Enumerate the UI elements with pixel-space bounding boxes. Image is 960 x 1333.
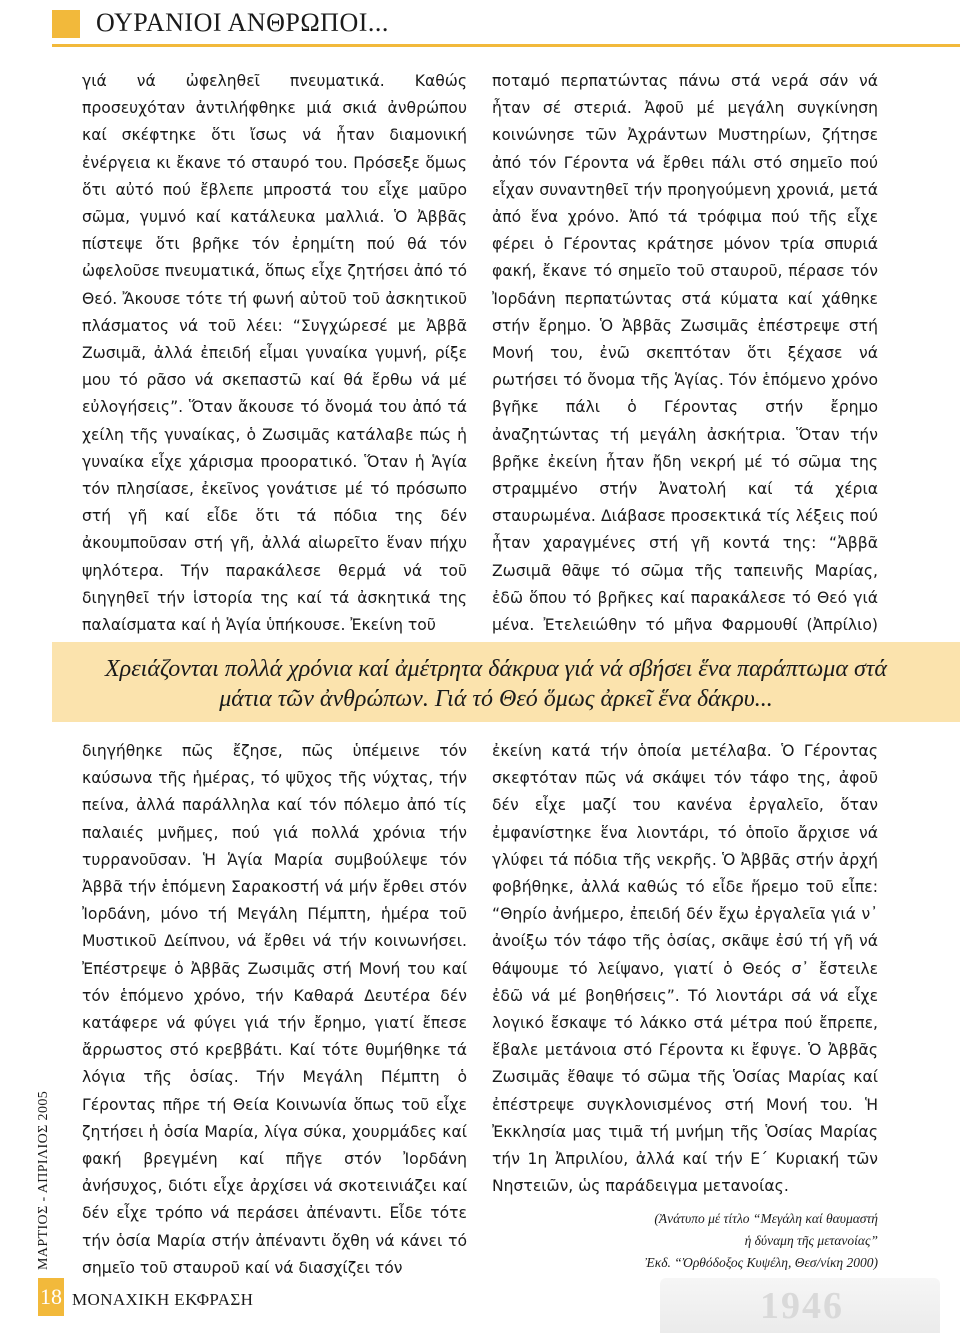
article-column-4 — [492, 738, 878, 1200]
section-title: ΟΥΡΑΝΙΟΙ ΑΝΘΡΩΠΟΙ... — [96, 8, 389, 37]
issue-date: ΜΑΡΤΙΟΣ - ΑΠΡΙΛΙΟΣ 2005 — [36, 1090, 51, 1270]
article-column-3 — [82, 738, 467, 1282]
article-column-1 — [82, 68, 467, 639]
pullquote: Χρειάζονται πολλά χρόνια καί ἀμέτρητα δάκρυα γιά νά σβήσει ἕνα παράπτωμα στά μάτια τῶν ἀνθρώπων. Γιά τό Θεό ὅμως ἀρκεῖ ἕνα δάκρυ... — [105, 656, 887, 712]
column-4-text: ἐκείνη κατά τήν ὁποία μετέλαβα. Ὁ Γέροντας σκεφτόταν πῶς νά σκάψει τόν τάφο της, ἀφοῦ δέν εἶχε μαζί του κανένα ἐργαλεῖο, ὅταν ἐμφανίστηκε ἕνα λιοντάρι, τό ὁποῖο ἄρχισε νά γλύφει τά πόδια τῆς νεκρῆς. Ὁ Ἀββᾶς στήν ἀρχή φοβήθηκε, ἀλλά καθώς τό εἶδε ἥρεμο τοῦ εἶπε: “Θηρίο ἀνήμερο, ἐπειδή δέν ἔχω ἐργαλεῖα γιά ν᾽ ἀνοίξω τόν τάφο τῆς ὁσίας, σκᾶψε ἐσύ τή γῆ νά θάψουμε τό λείψανο, γιατί ὁ Θεός σ᾽ ἔστειλε ἐδῶ νά μέ βοηθήσεις”. Τό λιοντάρι σά νά εἶχε λογικό ἔσκαψε τό λάκκο στά μέτρα πού ἔπρεπε, ἔβαλε μετάνοια στό Γέροντα κι ἔφυγε. Ὁ Ἀββᾶς Ζωσιμᾶς ἔθαψε τό σῶμα τῆς Ὁσίας Μαρίας καί ἐπέστρεψε συγκλονισμένος στή Μονή του. Ἡ Ἐκκλησία μας τιμᾶ τή μνήμη τῆς Ὁσίας Μαρίας τήν 1η Ἀπριλίου, ἀλλά καί τήν Ε΄ Κυριακή τῶν Νηστειῶν, ὡς παράδειγμα μετανοίας. — [492, 742, 878, 1196]
header-accent-square — [52, 10, 80, 38]
magazine-name: ΜΟΝΑΧΙΚΗ ΕΚΦΡΑΣΗ — [72, 1290, 254, 1309]
column-3-text: διηγήθηκε πῶς ἔζησε, πῶς ὑπέμεινε τόν καύσωνα τῆς ἡμέρας, τό ψῦχος τῆς νύχτας, τήν πείνα, ἀλλά παράλληλα καί τόν πόλεμο ἀπό τίς παλαιές μνῆμες, πού γιά πολλά χρόνια τήν τυρρανοῦσαν. Ἡ Ἁγία Μαρία συμβούλεψε τόν Ἀββᾶ τήν ἑπόμενη Σαρακοστή νά μήν ἔρθει στόν Ἰορδάνη, μόνο τή Μεγάλη Πέμπτη, ἡμέρα τοῦ Μυστικοῦ Δείπνου, νά ἔρθει νά τήν κοινωνήσει. Ἐπέστρεψε ὁ Ἀββᾶς Ζωσιμᾶς στή Μονή του καί τόν ἑπόμενο χρόνο, τήν Καθαρά Δευτέρα δέν κατάφερε νά φύγει γιά τήν ἔρημο, γιατί ἔπεσε ἄρρωστος στό κρεββάτι. Καί τότε θυμήθηκε τά λόγια τῆς ὁσίας. Τήν Μεγάλη Πέμπτη ὁ Γέροντας πῆρε τή Θεία Κοινωνία ὅπως τοῦ εἶχε ζητήσει ἡ ὁσία Μαρία, λίγα σύκα, χουρμάδες καί φακή βρεγμένη καί πῆγε στόν Ἰορδάνη ἀνήσυχος, διότι εἶχε ἀρχίσει νά σκοτεινιάζει καί δέν εἶχε τρόπο νά περάσει ἀπέναντι. Εἶδε τότε τήν ὁσία Μαρία στήν ἀπέναντι ὄχθη νά κάνει τό σημεῖο τοῦ σταυροῦ καί νά διασχίζει τόν — [82, 742, 467, 1277]
column-2-text: ποταμό περπατώντας πάνω στά νερά σάν νά ἦταν σέ στεριά. Ἀφοῦ μέ μεγάλη συγκίνηση κοινώνησε τῶν Ἀχράντων Μυστηρίων, ζήτησε ἀπό τόν Γέροντα νά ἔρθει πάλι στό σημεῖο πού εἶχαν συναντηθεῖ τήν προηγούμενη χρονιά, μετά ἀπό ἕνα χρόνο. Ἀπό τά τρόφιμα πού τῆς εἶχε φέρει ὁ Γέροντας κράτησε μόνον τρία σπυριά φακή, ἔκανε τό σημεῖο τοῦ σταυροῦ, πέρασε τόν Ἰορδάνη περπατώντας στά κύματα καί χάθηκε στήν ἔρημο. Ὁ Ἀββᾶς Ζωσιμᾶς ἐπέστρεψε στή Μονή του, ἐνῶ σκεπτόταν ὅτι ξέχασε νά ρωτήσει τό ὄνομα τῆς Ἁγίας. Τόν ἑπόμενο χρόνο βγῆκε πάλι ὁ Γέροντας στήν ἔρημο ἀναζητώντας τή μεγάλη ἀσκήτρια. Ὅταν τήν βρῆκε ἐκείνη ἦταν ἤδη νεκρή μέ τό σῶμα της στραμμένο στήν Ἀνατολή καί τά χέρια σταυρωμένα. Διάβασε προσεκτικά τίς λέξεις πού ἦταν χαραγμένες στή γῆ κοντά της: “Ἀββᾶ Ζωσιμᾶ θᾶψε τό σῶμα τῆς ταπεινῆς Μαρίας, ἐδῶ ὅπου τό βρῆκες καί παρακάλεσε τό Θεό γιά μένα. Ἐτελειώθην τό μῆνα Φαρμουθί (Ἀπρίλιο) — [492, 72, 878, 635]
photo-year: 1946 — [760, 1285, 844, 1327]
source-line-3: Ἐκδ. “Ὀρθόδοξος Κυψέλη, Θεσ/νίκη 2000) — [645, 1255, 878, 1270]
photo-fragment — [660, 1278, 940, 1333]
article-column-2 — [492, 68, 878, 666]
source-line-2: ἡ δύναμη τῆς μετανοίας” — [744, 1233, 878, 1248]
header-rule — [52, 44, 960, 47]
source-line-1: (Ἀνάτυπο μέ τίτλο “Μεγάλη καί θαυμαστή — [654, 1211, 878, 1226]
source-citation — [518, 1208, 878, 1274]
page-number: 18 — [38, 1278, 64, 1316]
column-1-text: γιά νά ὠφεληθεῖ πνευματικά. Καθώς προσευχόταν ἀντιλήφθηκε μιά σκιά ἀνθρώπου καί σκέφτηκε ὅτι ἴσως νά ἦταν διαμονική ἐνέργεια κι ἔκανε τό σταυρό του. Πρόσεξε ὅμως ὅτι αὐτό πού ἔβλεπε μπροστά του εἶχε μαῦρο σῶμα, γυμνό καί κατάλευκα μαλλιά. Ὁ Ἀββᾶς πίστεψε ὅτι βρῆκε τόν ἐρημίτη πού θά τόν ὠφελοῦσε πνευματικά, ὅπως εἶχε ζητήσει ἀπό τό Θεό. Ἄκουσε τότε τή φωνή αὐτοῦ τοῦ ἀσκητικοῦ πλάσματος νά τοῦ λέει: “Συγχώρεσέ με Ἀββᾶ Ζωσιμᾶ, ἀλλά ἐπειδή εἶμαι γυναίκα γυμνή, ρίξε μου τό ρᾶσο νά σκεπαστῶ καί θά ἔρθω νά μέ εὐλογήσεις”. Ὅταν ἄκουσε τό ὄνομά του ἀπό τά χείλη τῆς γυναίκας, ὁ Ζωσιμᾶς κατάλαβε πώς ἡ γυναίκα εἶχε χάρισμα προορατικό. Ὅταν ἡ Ἁγία τόν πλησίασε, ἐκεῖνος γονάτισε μέ τό πρόσωπο στή γῆ καί εἶδε ὅτι τά πόδια της δέν ἀκουμποῦσαν στή γῆ, ἀλλά αἰωρεῖτο ἕναν πήχυ ψηλότερα. Τήν παρακάλεσε θερμά νά τοῦ διηγηθεῖ τήν ἱστορία της καί τά ἀσκητικά της παλαίσματα καί ἡ Ἁγία ὑπήκουσε. Ἐκείνη τοῦ — [82, 72, 467, 635]
